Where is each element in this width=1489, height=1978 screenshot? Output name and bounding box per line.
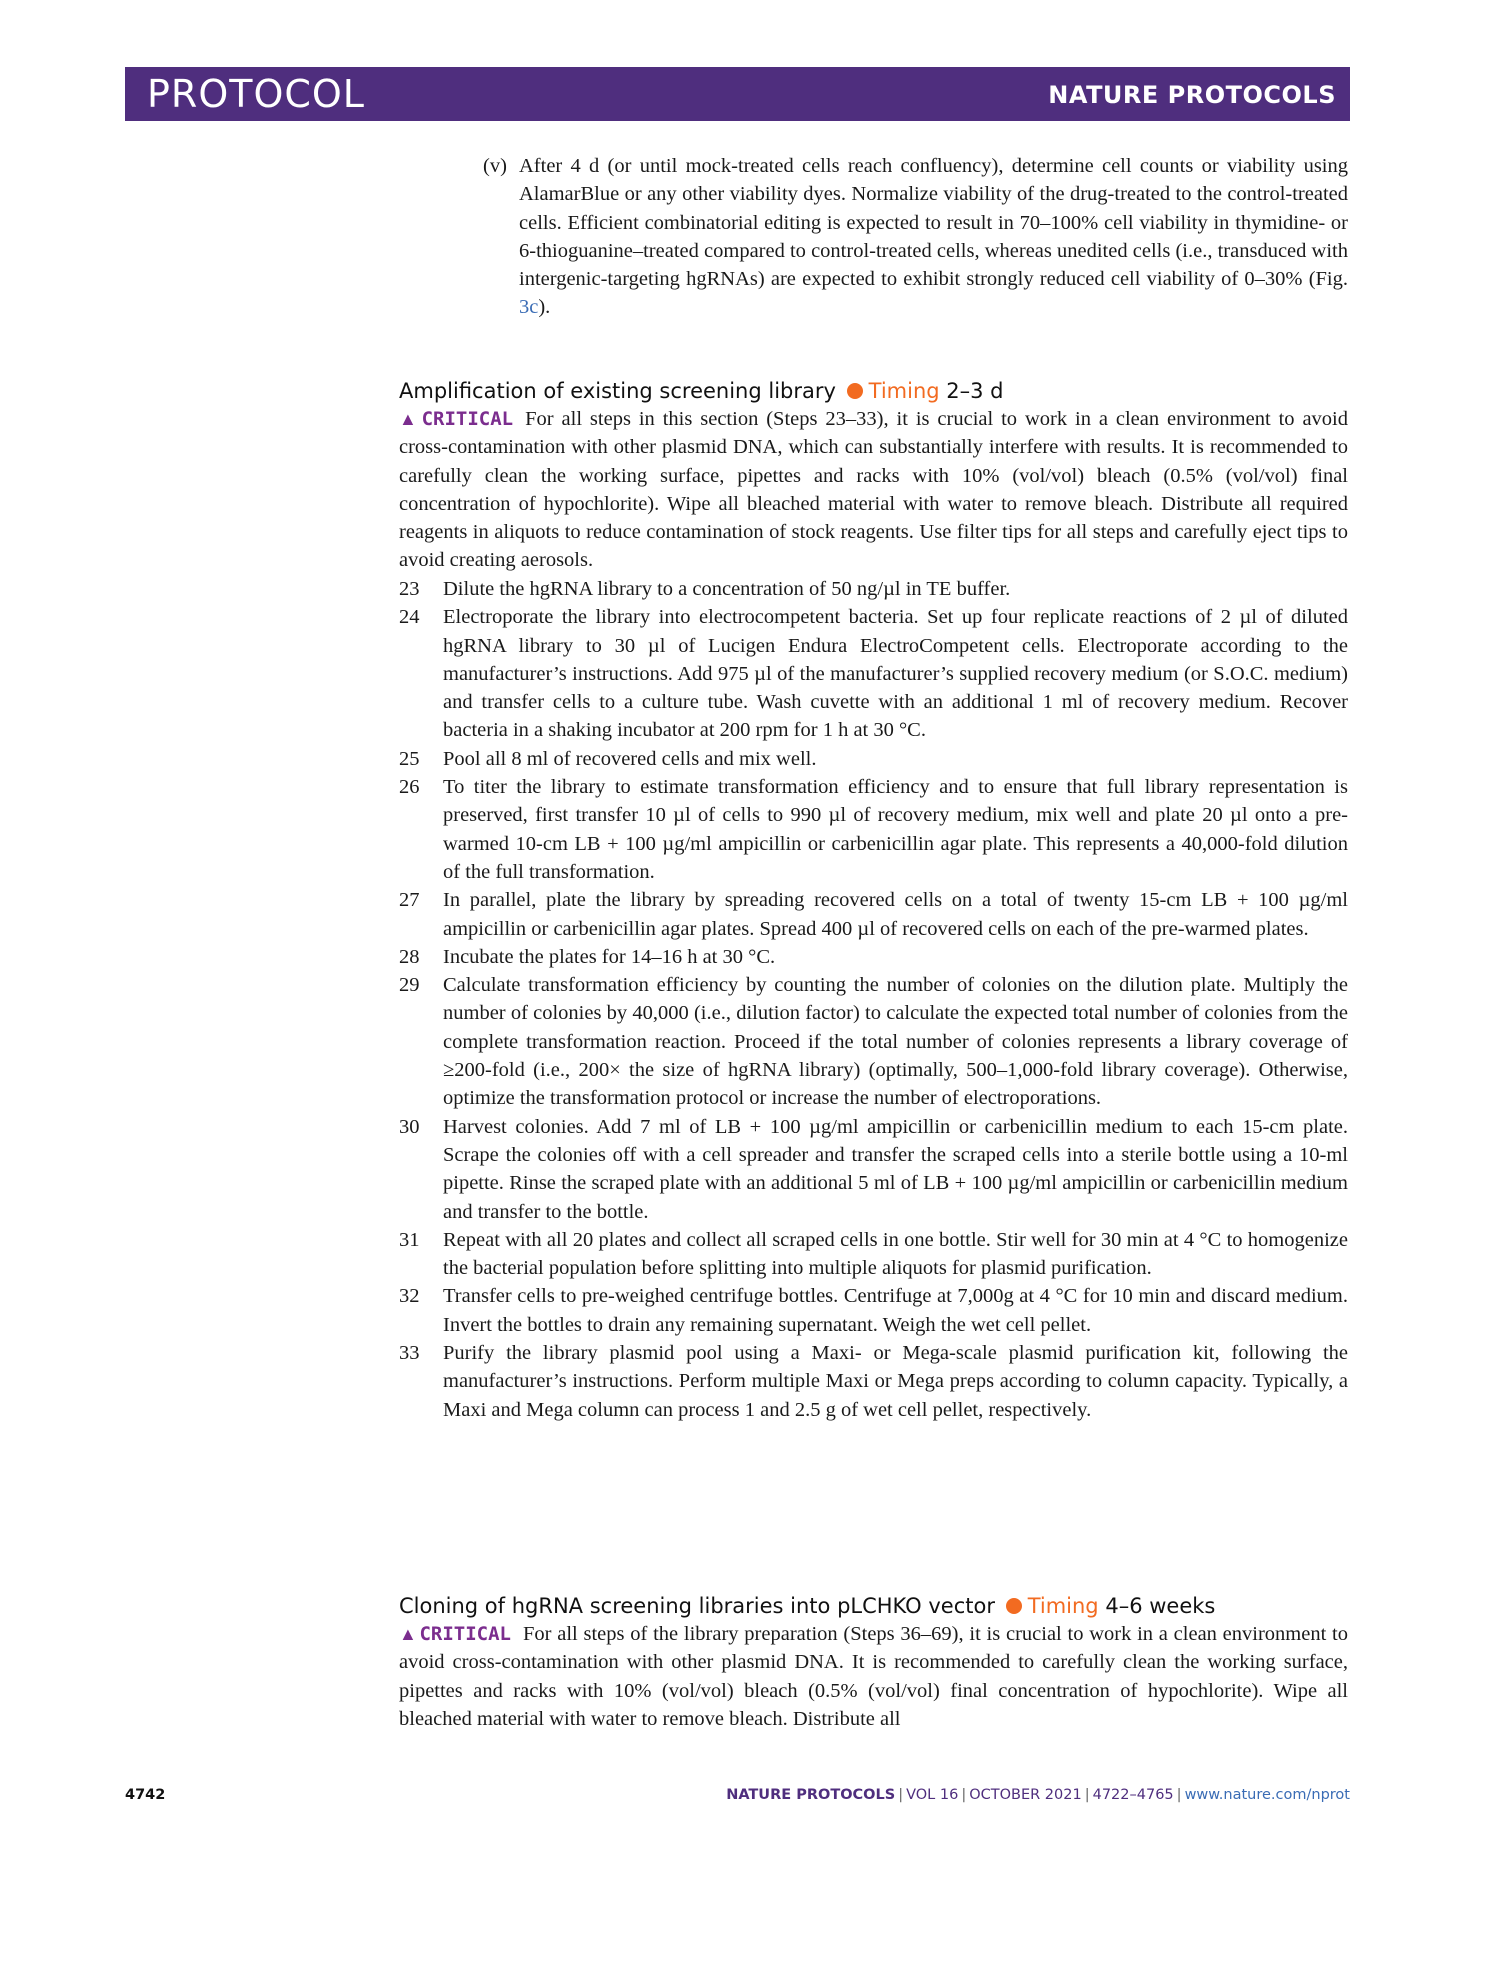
- step-text: Electroporate the library into electrocompetent bacteria. Set up four replicate reactions of 2 µl of diluted hgRNA library to 30 µl of Lucigen Endura ElectroCompetent cells. Electroporate according to the manufacturer’s instructions. Add 975 µl of the manufacturer’s supplied recovery medium (or S.O.C. medium) and transfer cells to a culture tube. Wash cuvette with an additional 1 ml of recovery medium. Recover bacteria in a shaking incubator at 200 rpm for 1 h at 30 °C.: [443, 606, 1348, 742]
- critical-label: CRITICAL: [419, 1623, 511, 1645]
- substep-v: [483, 152, 1348, 322]
- step-number: 23: [399, 578, 420, 600]
- footer-url-link[interactable]: www.nature.com/nprot: [1184, 1787, 1350, 1803]
- step-number: 27: [399, 889, 420, 912]
- step-item: [399, 1226, 1348, 1283]
- footer-journal: NATURE PROTOCOLS: [726, 1787, 896, 1803]
- page-number: 4742: [125, 1787, 166, 1803]
- step-text: Harvest colonies. Add 7 ml of LB + 100 µg/ml ampicillin or carbenicillin medium to each 15-cm plate. Scrape the colonies off with a cell spreader and transfer the scraped cells into a sterile bottle using a 10-ml pipette. Rinse the scraped plate with an additional 5 ml of LB + 100 µg/ml ampicillin or carbenicillin medium and transfer to the bottle.: [443, 1115, 1348, 1223]
- footer-volume: VOL 16: [906, 1787, 959, 1803]
- step-number: 32: [399, 1285, 420, 1308]
- substep-text: [519, 152, 1348, 322]
- header-journal-name: NATURE PROTOCOLS: [1048, 81, 1336, 109]
- header-bar: [125, 67, 1350, 121]
- critical-triangle-icon: ▲: [399, 409, 420, 429]
- step-item: [399, 603, 1348, 744]
- critical-label: CRITICAL: [421, 408, 514, 430]
- footer-date: OCTOBER 2021: [969, 1787, 1082, 1803]
- step-number: 26: [399, 776, 420, 799]
- step-text: Repeat with all 20 plates and collect all scraped cells in one bottle. Stir well for 30 min at 4 °C to homogenize the bacterial population before splitting into multiple aliquots for plasmid purification.: [443, 1228, 1348, 1280]
- critical-note-2: [399, 1620, 1348, 1733]
- critical-note-1: [399, 405, 1348, 575]
- step-item: [399, 943, 1348, 971]
- timing-dot-icon: [1006, 1598, 1022, 1614]
- page-footer: [125, 1783, 1350, 1807]
- step-number: 31: [399, 1228, 420, 1251]
- step-item: [399, 1282, 1348, 1339]
- step-number: 25: [399, 747, 420, 770]
- timing-value: 2–3 d: [946, 379, 1004, 403]
- step-item: [399, 773, 1348, 886]
- timing-value: 4–6 weeks: [1105, 1594, 1216, 1618]
- step-number: 24: [399, 606, 420, 629]
- section-title-text: Amplification of existing screening library: [399, 379, 836, 403]
- step-text: Purify the library plasmid pool using a Maxi- or Mega-scale plasmid purification kit, following the manufacturer’s instructions. Perform multiple Maxi or Mega preps according to column capacity. Typically, a Maxi and Mega column can process 1 and 2.5 g of wet cell pellet, respectively.: [443, 1342, 1348, 1421]
- section-heading-cloning: [399, 1592, 1215, 1620]
- step-number: 30: [399, 1115, 420, 1138]
- step-number: 33: [399, 1342, 420, 1365]
- step-text: Pool all 8 ml of recovered cells and mix well.: [443, 747, 817, 770]
- figure-link[interactable]: 3c: [519, 296, 539, 319]
- step-item: [399, 1339, 1348, 1424]
- step-item: [399, 575, 1348, 603]
- substep-label: (v): [483, 155, 507, 177]
- step-number: 28: [399, 945, 420, 968]
- timing-label: Timing: [1027, 1594, 1099, 1618]
- step-number: 29: [399, 974, 420, 997]
- step-item: [399, 1113, 1348, 1226]
- citation-line: NATURE PROTOCOLS | VOL 16 | OCTOBER 2021 | 4722–4765 | www.nature.com/nprot: [726, 1787, 1350, 1803]
- section-heading-amplification: [399, 377, 1004, 405]
- procedure-steps: [399, 575, 1348, 1424]
- step-text: Calculate transformation efficiency by counting the number of colonies on the dilution plate. Multiply the number of colonies by 40,000 (i.e., dilution factor) to calculate the expected total number of colonies from the complete transformation reaction. Proceed if the total number of colonies represents a library coverage of ≥200-fold (i.e., 200× the size of hgRNA library) (optimally, 500–1,000-fold library coverage). Otherwise, optimize the transformation protocol or increase the number of electroporations.: [443, 974, 1348, 1110]
- section-title-text: Cloning of hgRNA screening libraries into pLCHKO vector: [399, 1594, 995, 1618]
- step-text: Incubate the plates for 14–16 h at 30 °C.: [443, 945, 776, 968]
- step-item: [399, 886, 1348, 943]
- critical-triangle-icon: ▲: [399, 1624, 418, 1644]
- timing-dot-icon: [847, 383, 863, 399]
- step-text: Dilute the hgRNA library to a concentration of 50 ng/µl in TE buffer.: [443, 578, 1011, 600]
- footer-pages: 4722–4765: [1092, 1787, 1174, 1803]
- timing-label: Timing: [868, 379, 940, 403]
- critical-text: For all steps in this section (Steps 23–33), it is crucial to work in a clean environment to avoid cross-contamination with other plasmid DNA, which can substantially interfere with results. It is recommended to carefully clean the working surface, pipettes and racks with 10% (vol/vol) bleach (0.5% (vol/vol) final concentration of hypochlorite). Wipe all bleached material with water to remove bleach. Distribute all required reagents in aliquots to reduce contamination of stock reagents. Use filter tips for all steps and carefully eject tips to avoid creating aerosols.: [399, 408, 1348, 572]
- step-text: To titer the library to estimate transformation efficiency and to ensure that full library representation is preserved, first transfer 10 µl of cells to 990 µl of recovery medium, mix well and plate 20 µl onto a pre-warmed 10-cm LB + 100 µg/ml ampicillin or carbenicillin agar plate. This represents a 40,000-fold dilution of the full transformation.: [443, 776, 1348, 883]
- critical-text: For all steps of the library preparation (Steps 36–69), it is crucial to work in a clean environment to avoid cross-contamination with other plasmid DNA. It is recommended to carefully clean the working surface, pipettes and racks with 10% (vol/vol) bleach (0.5% (vol/vol) final concentration of hypochlorite). Wipe all bleached material with water to remove bleach. Distribute all: [399, 1623, 1348, 1730]
- step-text: In parallel, plate the library by spreading recovered cells on a total of twenty 15-cm LB + 100 µg/ml ampicillin or carbenicillin agar plates. Spread 400 µl of recovered cells on each of the pre-warmed plates.: [443, 889, 1348, 940]
- step-item: [399, 745, 1348, 773]
- header-section-label: PROTOCOL: [147, 72, 365, 116]
- step-text: Transfer cells to pre-weighed centrifuge bottles. Centrifuge at 7,000g at 4 °C for 10 min and discard medium. Invert the bottles to drain any remaining supernatant. Weigh the wet cell pellet.: [443, 1285, 1348, 1336]
- substep-text-end: ).: [538, 296, 551, 319]
- step-item: [399, 971, 1348, 1112]
- substep-text-main: After 4 d (or until mock-treated cells reach confluency), determine cell counts or viability using AlamarBlue or any other viability dyes. Normalize viability of the drug-treated to the control-treated cells. Efficient combinatorial editing is expected to result in 70–100% cell viability in thymidine- or 6-thioguanine–treated compared to control-treated cells, whereas unedited cells (i.e., transduced with intergenic-targeting hgRNAs) are expected to exhibit strongly reduced cell viability of 0–30% (Fig.: [519, 155, 1348, 291]
